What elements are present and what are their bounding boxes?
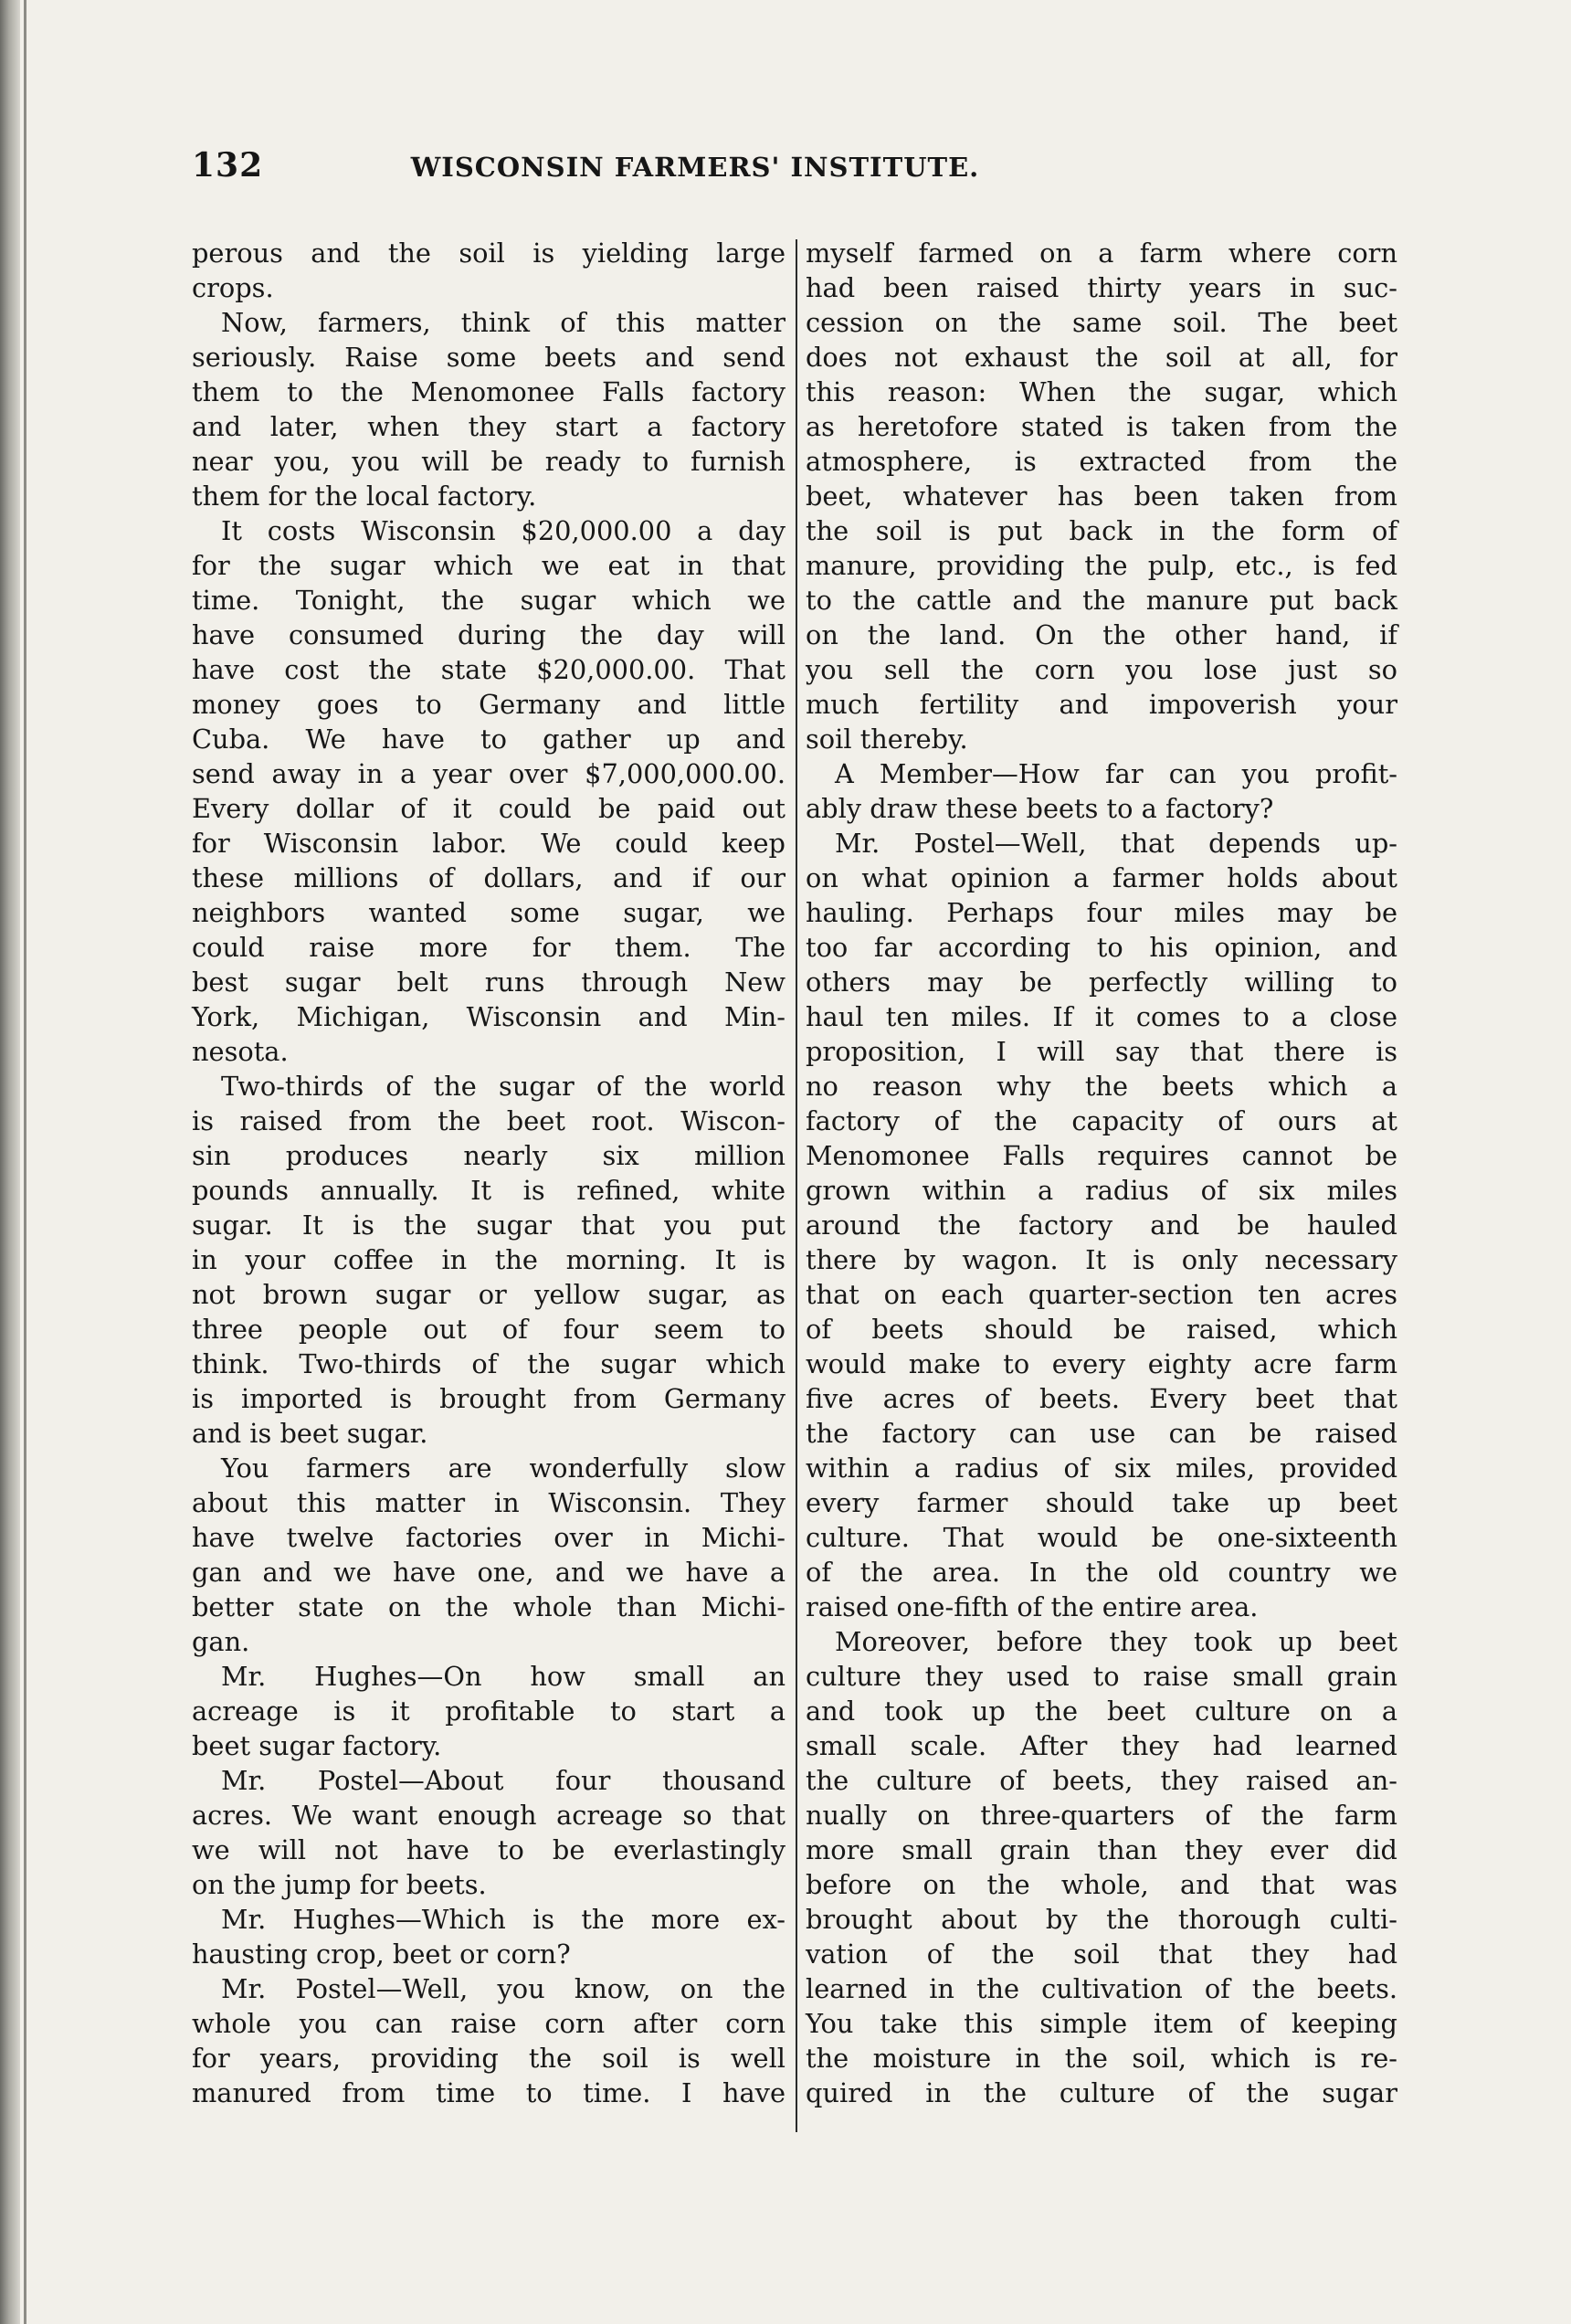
text-line: grown within a radius of six miles xyxy=(806,1175,1397,1206)
text-line: send away in a year over $7,000,000.00. xyxy=(192,758,786,789)
text-line: brought about by the thorough culti- xyxy=(806,1904,1397,1935)
text-line: have twelve factories over in Michi- xyxy=(192,1522,786,1553)
text-line: is imported is brought from Germany xyxy=(192,1383,786,1414)
text-line: Now, farmers, think of this matter xyxy=(221,307,786,338)
text-line: Cuba. We have to gather up and xyxy=(192,724,786,755)
text-line: money goes to Germany and little xyxy=(192,689,786,720)
text-line: you sell the corn you lose just so xyxy=(806,654,1397,685)
text-line: and is beet sugar. xyxy=(192,1418,428,1449)
text-line: manured from time to time. I have xyxy=(192,2077,786,2108)
text-line: Mr. Hughes—Which is the more ex- xyxy=(221,1904,786,1935)
text-line: proposition, I will say that there is xyxy=(806,1036,1397,1067)
text-line: would make to every eighty acre farm xyxy=(806,1348,1397,1379)
text-line: had been raised thirty years in suc- xyxy=(806,272,1397,303)
text-line: raised one-fifth of the entire area. xyxy=(806,1591,1259,1622)
text-line: vation of the soil that they had xyxy=(806,1938,1397,1970)
text-line: to the cattle and the manure put back xyxy=(806,585,1397,616)
text-line: crops. xyxy=(192,272,274,303)
text-line: acres. We want enough acreage so that xyxy=(192,1800,786,1831)
text-line: manure, providing the pulp, etc., is fed xyxy=(806,550,1397,581)
text-line: we will not have to be everlastingly xyxy=(192,1834,786,1865)
text-line: It costs Wisconsin $20,000.00 a day xyxy=(221,515,786,546)
text-line: does not exhaust the soil at all, for xyxy=(806,342,1397,373)
text-line: hausting crop, beet or corn? xyxy=(192,1938,571,1970)
text-line: have cost the state $20,000.00. That xyxy=(192,654,786,685)
text-line: learned in the cultivation of the beets. xyxy=(806,1973,1397,2004)
text-line: as heretofore stated is taken from the xyxy=(806,411,1397,442)
text-line: Mr. Postel—Well, that depends up- xyxy=(835,828,1397,859)
text-line: about this matter in Wisconsin. They xyxy=(192,1487,786,1518)
text-line: beet sugar factory. xyxy=(192,1730,442,1761)
text-line: You farmers are wonderfully slow xyxy=(221,1452,786,1484)
text-line: sugar. It is the sugar that you put xyxy=(192,1210,786,1241)
text-line: nually on three-quarters of the farm xyxy=(806,1800,1397,1831)
text-line: culture they used to raise small grain xyxy=(806,1661,1397,1692)
text-line: time. Tonight, the sugar which we xyxy=(192,585,786,616)
text-line: of beets should be raised, which xyxy=(806,1314,1397,1345)
text-line: culture. That would be one-sixteenth xyxy=(806,1522,1397,1553)
text-line: factory of the capacity of ours at xyxy=(806,1105,1397,1136)
text-line: neighbors wanted some sugar, we xyxy=(192,897,786,928)
running-head: WISCONSIN FARMERS' INSTITUTE. xyxy=(410,152,980,183)
text-line: quired in the culture of the sugar xyxy=(806,2077,1397,2108)
text-line: on what opinion a farmer holds about xyxy=(806,862,1397,893)
text-line: A Member—How far can you profit- xyxy=(835,758,1397,789)
text-line: and later, when they start a factory xyxy=(192,411,786,442)
text-line: before on the whole, and that was xyxy=(806,1869,1397,1900)
text-line: whole you can raise corn after corn xyxy=(192,2008,786,2039)
text-line: within a radius of six miles, provided xyxy=(806,1452,1397,1484)
text-line: the culture of beets, they raised an- xyxy=(806,1765,1397,1796)
text-line: these millions of dollars, and if our xyxy=(192,862,786,893)
text-line: and took up the beet culture on a xyxy=(806,1695,1397,1727)
text-line: ably draw these beets to a factory? xyxy=(806,793,1274,824)
text-line: for the sugar which we eat in that xyxy=(192,550,786,581)
text-line: in your coffee in the morning. It is xyxy=(192,1244,786,1275)
text-line: every farmer should take up beet xyxy=(806,1487,1397,1518)
text-line: beet, whatever has been taken from xyxy=(806,481,1397,512)
text-line: is raised from the beet root. Wiscon- xyxy=(192,1105,786,1136)
text-line: too far according to his opinion, and xyxy=(806,932,1397,963)
text-line: more small grain than they ever did xyxy=(806,1834,1397,1865)
text-line: small scale. After they had learned xyxy=(806,1730,1397,1761)
text-line: Two-thirds of the sugar of the world xyxy=(221,1071,786,1102)
text-line: them to the Menomonee Falls factory xyxy=(192,376,786,407)
text-line: haul ten miles. If it comes to a close xyxy=(806,1001,1397,1032)
text-line: atmosphere, is extracted from the xyxy=(806,446,1397,477)
text-line: Mr. Postel—Well, you know, on the xyxy=(221,1973,786,2004)
text-line: better state on the whole than Michi- xyxy=(192,1591,786,1622)
text-line: hauling. Perhaps four miles may be xyxy=(806,897,1397,928)
page-edge-shadow xyxy=(0,0,20,2324)
text-line: gan. xyxy=(192,1626,250,1657)
text-line: sin produces nearly six million xyxy=(192,1140,786,1171)
page-header xyxy=(192,146,1096,201)
right-column xyxy=(806,236,1397,2110)
text-line: gan and we have one, and we have a xyxy=(192,1557,786,1588)
text-line: Mr. Hughes—On how small an xyxy=(221,1661,786,1692)
text-line: the factory can use can be raised xyxy=(806,1418,1397,1449)
text-line: this reason: When the sugar, which xyxy=(806,376,1397,407)
page-number: 132 xyxy=(192,146,264,185)
text-line: of the area. In the old country we xyxy=(806,1557,1397,1588)
text-line: that on each quarter-section ten acres xyxy=(806,1279,1397,1310)
left-column xyxy=(192,236,786,2110)
page-edge-line xyxy=(24,0,26,2324)
text-line: for years, providing the soil is well xyxy=(192,2043,786,2074)
text-line: could raise more for them. The xyxy=(192,932,786,963)
text-line: around the factory and be hauled xyxy=(806,1210,1397,1241)
text-line: nesota. xyxy=(192,1036,289,1067)
text-line: no reason why the beets which a xyxy=(806,1071,1397,1102)
text-line: think. Two-thirds of the sugar which xyxy=(192,1348,786,1379)
column-rule xyxy=(796,239,797,2132)
text-line: soil thereby. xyxy=(806,724,968,755)
text-line: perous and the soil is yielding large xyxy=(192,238,786,269)
text-line: pounds annually. It is refined, white xyxy=(192,1175,786,1206)
text-line: Moreover, before they took up beet xyxy=(835,1626,1397,1657)
text-line: Menomonee Falls requires cannot be xyxy=(806,1140,1397,1171)
text-line: for Wisconsin labor. We could keep xyxy=(192,828,786,859)
text-line: not brown sugar or yellow sugar, as xyxy=(192,1279,786,1310)
text-line: near you, you will be ready to furnish xyxy=(192,446,786,477)
text-line: five acres of beets. Every beet that xyxy=(806,1383,1397,1414)
text-line: them for the local factory. xyxy=(192,481,537,512)
text-line: best sugar belt runs through New xyxy=(192,967,786,998)
text-line: myself farmed on a farm where corn xyxy=(806,238,1397,269)
text-line: York, Michigan, Wisconsin and Min- xyxy=(192,1001,786,1032)
text-line: You take this simple item of keeping xyxy=(806,2008,1397,2039)
text-line: the soil is put back in the form of xyxy=(806,515,1397,546)
text-line: on the jump for beets. xyxy=(192,1869,487,1900)
text-line: three people out of four seem to xyxy=(192,1314,786,1345)
text-line: seriously. Raise some beets and send xyxy=(192,342,786,373)
text-line: Every dollar of it could be paid out xyxy=(192,793,786,824)
text-line: cession on the same soil. The beet xyxy=(806,307,1397,338)
text-line: have consumed during the day will xyxy=(192,619,786,650)
text-line: the moisture in the soil, which is re- xyxy=(806,2043,1397,2074)
text-line: acreage is it profitable to start a xyxy=(192,1695,786,1727)
text-line: there by wagon. It is only necessary xyxy=(806,1244,1397,1275)
text-line: much fertility and impoverish your xyxy=(806,689,1397,720)
text-line: Mr. Postel—About four thousand xyxy=(221,1765,786,1796)
text-line: on the land. On the other hand, if xyxy=(806,619,1397,650)
text-line: others may be perfectly willing to xyxy=(806,967,1397,998)
